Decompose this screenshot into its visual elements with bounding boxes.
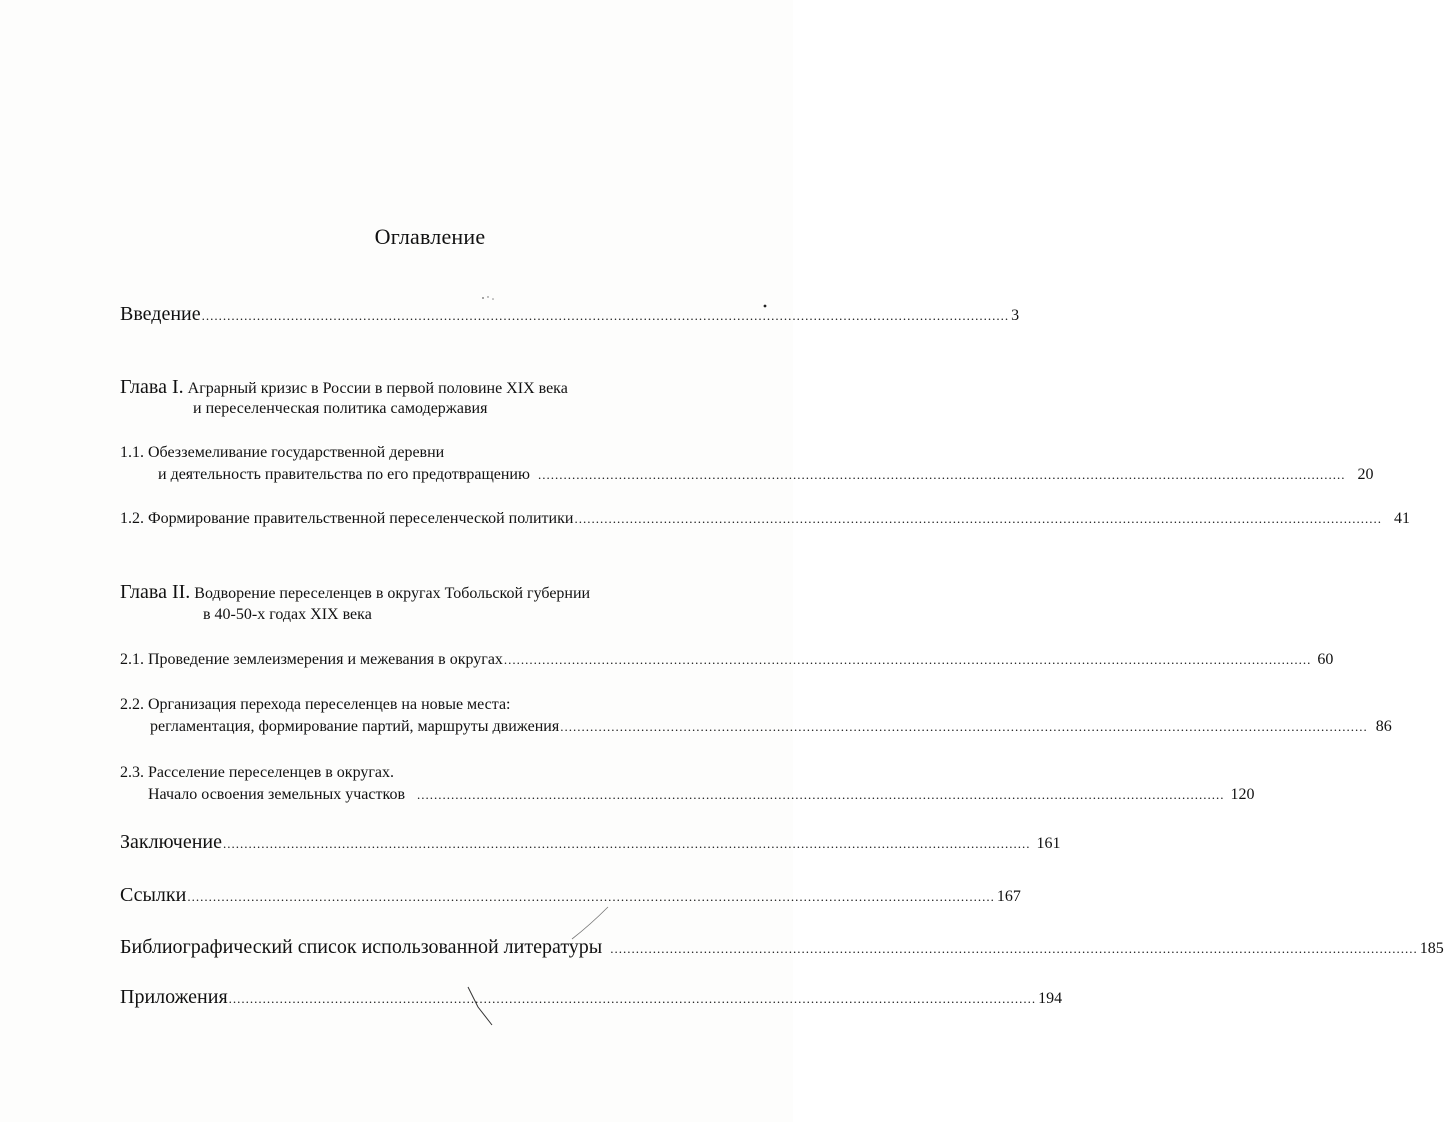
toc-entry-1-2[interactable] (120, 510, 1410, 528)
dot-leader: .............................................................................................................................................................................................. (187, 889, 995, 904)
chapter-1-heading[interactable] (120, 376, 568, 399)
toc-entry-references[interactable] (120, 884, 1021, 907)
section-2-2-line1: 2.2. Организация перехода переселенцев на новые места: (120, 696, 511, 713)
toc-entry-2-2[interactable] (150, 718, 1392, 736)
page-number: 3 (1011, 307, 1020, 324)
toc-entry-label: Введение (120, 303, 201, 325)
chapter-title: Аграрный кризис в России в первой половине XIX века (187, 380, 568, 397)
dot-leader: .............................................................................................................................................................................................. (503, 652, 1312, 667)
toc-title: Оглавление (374, 224, 486, 249)
page-number: 41 (1393, 510, 1410, 527)
section-2-3-line1: 2.3. Расселение переселенцев в округах. (120, 764, 395, 781)
page-number: 185 (1419, 940, 1444, 957)
chapter-1-title-line2: и переселенческая политика самодержавия (193, 400, 488, 417)
toc-entry-label: и деятельность правительства по его предотвращению (158, 466, 530, 483)
dot-leader: .............................................................................................................................................................................................. (610, 941, 1418, 956)
chapter-prefix: Глава I. (120, 376, 184, 398)
pencil-mark-icon (560, 905, 610, 945)
pencil-mark-icon (466, 985, 496, 1030)
dot-leader: .............................................................................................................................................................................................. (417, 787, 1225, 802)
dot-leader: .............................................................................................................................................................................................. (228, 991, 1037, 1006)
chapter-title: Водворение переселенцев в округах Тобольской губернии (194, 585, 591, 602)
page-number: 20 (1357, 466, 1374, 483)
toc-entry-label: Ссылки (120, 884, 187, 906)
page-number: 194 (1038, 990, 1063, 1007)
toc-entry-bibliography[interactable] (120, 936, 1444, 959)
toc-entry-intro[interactable] (120, 303, 1020, 326)
toc-entry-label: Заключение (120, 831, 222, 853)
chapter-2-title-line2: в 40-50-х годах XIX века (203, 606, 372, 623)
toc-entry-label: регламентация, формирование партий, маршруты движения (150, 718, 560, 735)
toc-entry-label: 1.2. Формирование правительственной переселенческой политики (120, 510, 574, 527)
dot-leader: .............................................................................................................................................................................................. (223, 836, 1031, 851)
scan-speck-icon (762, 303, 768, 309)
page-number: 120 (1230, 786, 1255, 803)
chapter-prefix: Глава II. (120, 581, 191, 603)
toc-entry-conclusion[interactable] (120, 831, 1061, 854)
toc-entry-label: 2.1. Проведение землеизмерения и межевания в округах (120, 651, 503, 668)
chapter-2-heading[interactable] (120, 581, 590, 604)
toc-entry-label: Приложения (120, 986, 228, 1008)
page-number: 86 (1375, 718, 1392, 735)
dot-leader: .............................................................................................................................................................................................. (201, 308, 1010, 323)
toc-entry-1-1[interactable] (158, 466, 1374, 484)
section-1-1-line1: 1.1. Обезземеливание государственной деревни (120, 444, 445, 461)
toc-entry-appendices[interactable] (120, 986, 1063, 1009)
page-number: 60 (1317, 651, 1334, 668)
page-number: 167 (996, 888, 1021, 905)
toc-entry-label: Начало освоения земельных участков (148, 786, 406, 803)
toc-entry-2-1[interactable] (120, 651, 1334, 669)
dot-leader: .............................................................................................................................................................................................. (574, 511, 1382, 526)
dot-leader: .............................................................................................................................................................................................. (560, 719, 1368, 734)
page-number: 161 (1036, 835, 1061, 852)
toc-entry-2-3[interactable] (148, 786, 1255, 804)
dot-leader: .............................................................................................................................................................................................. (537, 467, 1346, 482)
scan-speck-icon (480, 294, 504, 302)
toc-entry-label: Библиографический список использованной литературы (120, 936, 603, 958)
